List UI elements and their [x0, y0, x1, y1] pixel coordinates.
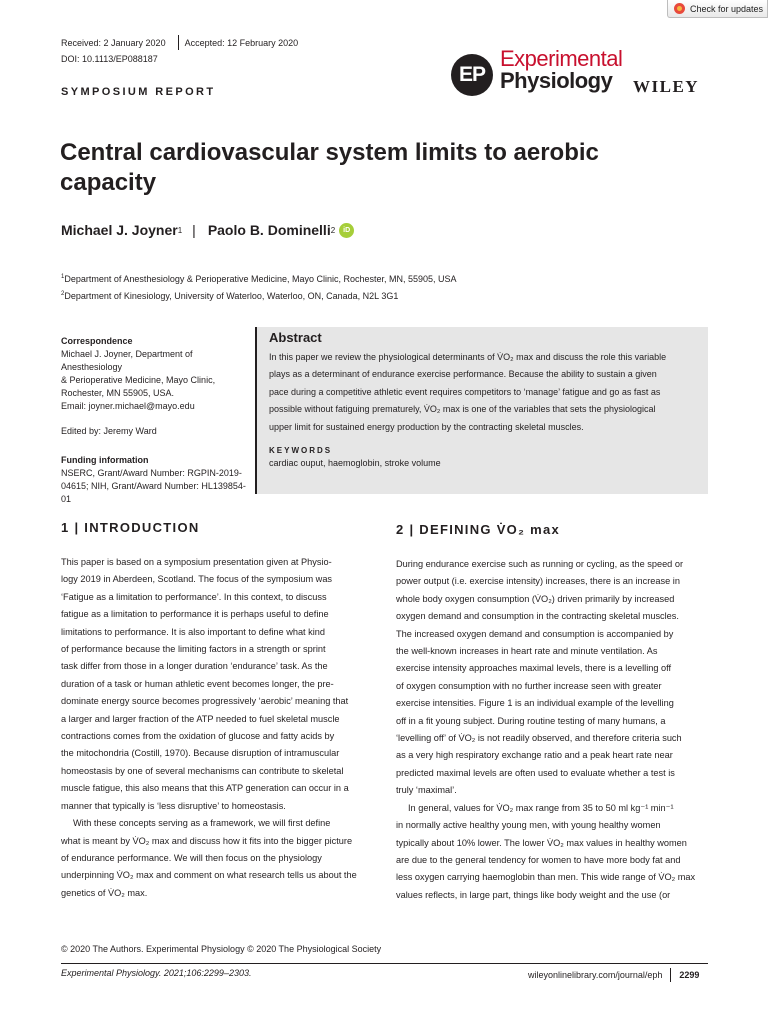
body-line: task differ from those in a longer duration ‘endurance’ task. As the [61, 661, 328, 672]
affiliation-number: 1 [61, 274, 65, 280]
doi: DOI: 10.1113/EP088187 [61, 54, 158, 64]
body-line: a larger and larger fraction of the ATP needed to fuel skeletal muscle [61, 713, 340, 724]
body-line: in normally active healthy young men, with young healthy women [396, 820, 661, 831]
author-list [61, 222, 354, 238]
body-line: fatigue as a limitation to performance it is perhaps useful to define [61, 609, 329, 620]
body-line: muscle fatigue, this also means that this ATP generation can occur in a [61, 783, 349, 794]
body-line: genetics of V̇O₂ max. [61, 887, 148, 898]
body-line: The increased oxygen demand and consumption is accompanied by [396, 628, 674, 639]
body-line: limitations to performance. It is also important to define what kind [61, 626, 326, 637]
section-label: SYMPOSIUM REPORT [61, 86, 216, 98]
abstract-heading: Abstract [269, 330, 322, 345]
body-line: duration of a task or human athletic event becomes longer, the pre- [61, 678, 334, 689]
page-number: 2299 [679, 970, 700, 980]
title-line: Central cardiovascular system limits to aerobic [60, 139, 599, 166]
abstract-line: plays as a determinant of endurance exercise performance. Because the ability to sustain a given [269, 369, 657, 380]
correspondence-line: Michael J. Joyner, Department of Anesthesiology [61, 349, 193, 372]
copyright: © 2020 The Authors. Experimental Physiology © 2020 The Physiological Society [61, 944, 382, 954]
ep-logo: EP [451, 54, 493, 96]
affiliation [61, 274, 457, 284]
author-name[interactable]: Michael J. Joyner [61, 222, 178, 238]
affiliation-text: Department of Kinesiology, University of Waterloo, Waterloo, ON, Canada, N2L 3G1 [64, 291, 399, 301]
body-line: the mitochondria (Costill, 1970). Because disruption of intramuscular [61, 748, 340, 759]
body-line: logy 2019 in Aberdeen, Scotland. The focus of the symposium was [61, 574, 333, 585]
abstract-line: upper limit for sustained energy production by the contracting skeletal muscles. [269, 421, 584, 432]
body-line: of performance because the limiting factors in a strength or sprint [61, 644, 326, 655]
section-body [396, 556, 708, 904]
funding-line: 04615; NIH, Grant/Award Number: HL139854- [61, 481, 246, 491]
body-line: underpinning V̇O₂ max and comment on what research tells us about the [61, 870, 357, 881]
title-line: capacity [60, 169, 157, 196]
section-heading: 1 | INTRODUCTION [61, 520, 200, 535]
accepted-date: Accepted: 12 February 2020 [184, 37, 299, 48]
body-line: With these concepts serving as a framework, we will first define [73, 818, 331, 829]
correspondence-email[interactable]: Email: joyner.michael@mayo.edu [61, 401, 195, 411]
section-heading: 2 | DEFINING V̇O₂ max [396, 522, 561, 537]
edited-by: Edited by: Jeremy Ward [61, 426, 157, 436]
body-line: manner that typically is ‘less disruptive’ to homeostasis. [61, 800, 286, 811]
body-line: of oxygen consumption with no further increase seen with greater [396, 680, 662, 691]
orcid-icon[interactable]: iD [339, 223, 354, 238]
date-divider [178, 35, 179, 50]
affiliation-marker: 2 [330, 225, 336, 235]
check-for-updates-label: Check for updates [690, 3, 764, 14]
paragraph [61, 815, 372, 902]
affiliation-marker: 1 [177, 225, 183, 235]
section-body [61, 554, 372, 902]
body-line: whole body oxygen consumption (V̇O₂) driven primarily by increased [396, 593, 675, 604]
correspondence-line: Rochester, MN 55905, USA. [61, 388, 175, 398]
body-line: contractions comes from the oxidation of glucose and fatty acids by [61, 731, 335, 742]
author-name[interactable]: Paolo B. Dominelli [207, 222, 331, 238]
body-line: the well-known increases in heart rate and minute ventilation. As [396, 646, 658, 657]
body-line: predicted maximal levels are often used to evaluate whether a test is [396, 767, 675, 778]
journal-name-line1: Experimental [500, 46, 623, 71]
body-line: what is meant by V̇O₂ max and discuss how it fits into the bigger picture [61, 835, 353, 846]
body-line: During endurance exercise such as running or cycling, as the speed or [396, 559, 684, 569]
correspondence-heading: Correspondence [61, 336, 133, 346]
funding-line: NSERC, Grant/Award Number: RGPIN-2019- [61, 468, 242, 478]
author-separator: | [192, 222, 196, 238]
affiliation-number: 2 [61, 291, 65, 297]
body-line: less oxygen carrying haemoglobin than men. This wide range of V̇O₂ max [396, 872, 696, 883]
body-line: exercise intensities. Figure 1 is an individual example of the levelling [396, 698, 674, 709]
body-line: exercise intensity approaches maximal levels, there is a levelling off [396, 663, 672, 674]
body-line: of endurance performance. We will then focus on the physiology [61, 852, 322, 863]
crossmark-icon [674, 3, 685, 14]
body-line: This paper is based on a symposium presentation given at Physio- [61, 557, 332, 567]
article-dates [61, 35, 298, 50]
funding-heading: Funding information [61, 455, 149, 465]
journal-url[interactable]: wileyonlinelibrary.com/journal/eph [528, 970, 663, 980]
citation: Experimental Physiology. 2021;106:2299–2303. [61, 968, 252, 978]
body-line: truly ‘maximal’. [396, 785, 457, 796]
received-date: Received: 2 January 2020 [61, 37, 166, 48]
affiliation-text: Department of Anesthesiology & Perioperative Medicine, Mayo Clinic, Rochester, MN, 55905, USA [64, 274, 457, 284]
check-for-updates-button[interactable] [667, 0, 768, 18]
journal-name-line2: Physiology [500, 68, 613, 93]
body-line: homeostasis by one of several mechanisms can contribute to skeletal [61, 765, 344, 776]
abstract-line: possible without fatiguing prematurely, V̇O₂ max is one of the variables that sets the physiological [269, 404, 656, 415]
footer-rule [61, 963, 708, 964]
keywords: cardiac ouput, haemoglobin, stroke volume [269, 458, 441, 469]
body-line: are due to the general tendency for women to have more body fat and [396, 854, 681, 865]
body-line: dominate energy source becomes progressively ‘aerobic’ meaning that [61, 696, 349, 707]
correspondence-line: & Perioperative Medicine, Mayo Clinic, [61, 375, 216, 385]
abstract-line: In this paper we review the physiological determinants of V̇O₂ max and discuss the role this variable [269, 352, 667, 362]
abstract-box [255, 327, 708, 494]
body-line: ‘levelling off’ of V̇O₂ is not readily observed, and therefore criteria such [396, 733, 682, 744]
article-info [61, 335, 251, 506]
publisher-logo: WILEY [633, 77, 700, 96]
body-line: off in a fit young subject. During routine testing of many humans, a [396, 715, 666, 726]
paragraph [396, 800, 708, 904]
keywords-heading: KEYWORDS [269, 446, 333, 456]
footer-divider [670, 968, 671, 982]
paragraph [396, 556, 708, 800]
body-line: power output (i.e. exercise intensity) increases, there is an increase in [396, 576, 680, 587]
body-line: values reflects, in large part, things like body weight and the use (or [396, 889, 671, 900]
footer-right [528, 968, 699, 982]
article-title [60, 138, 620, 198]
body-line: typically about 10% lower. The lower V̇O₂ max values in healthy women [396, 837, 687, 848]
affiliation [61, 291, 398, 301]
body-line: oxygen demand and consumption in the contracting skeletal muscles. [396, 611, 679, 622]
funding-line: 01 [61, 494, 72, 504]
body-line: ‘Fatigue as a limitation to performance’. In this context, to discuss [61, 591, 327, 602]
body-line: as a very high respiratory exchange ratio and a peak heart rate near [396, 750, 673, 761]
abstract-line: pace during a competitive athletic event requires competitors to ‘manage’ fatigue and go as fast as [269, 386, 661, 397]
body-line: In general, values for V̇O₂ max range from 35 to 50 ml kg⁻¹ min⁻¹ [408, 802, 674, 813]
paragraph [61, 554, 372, 815]
